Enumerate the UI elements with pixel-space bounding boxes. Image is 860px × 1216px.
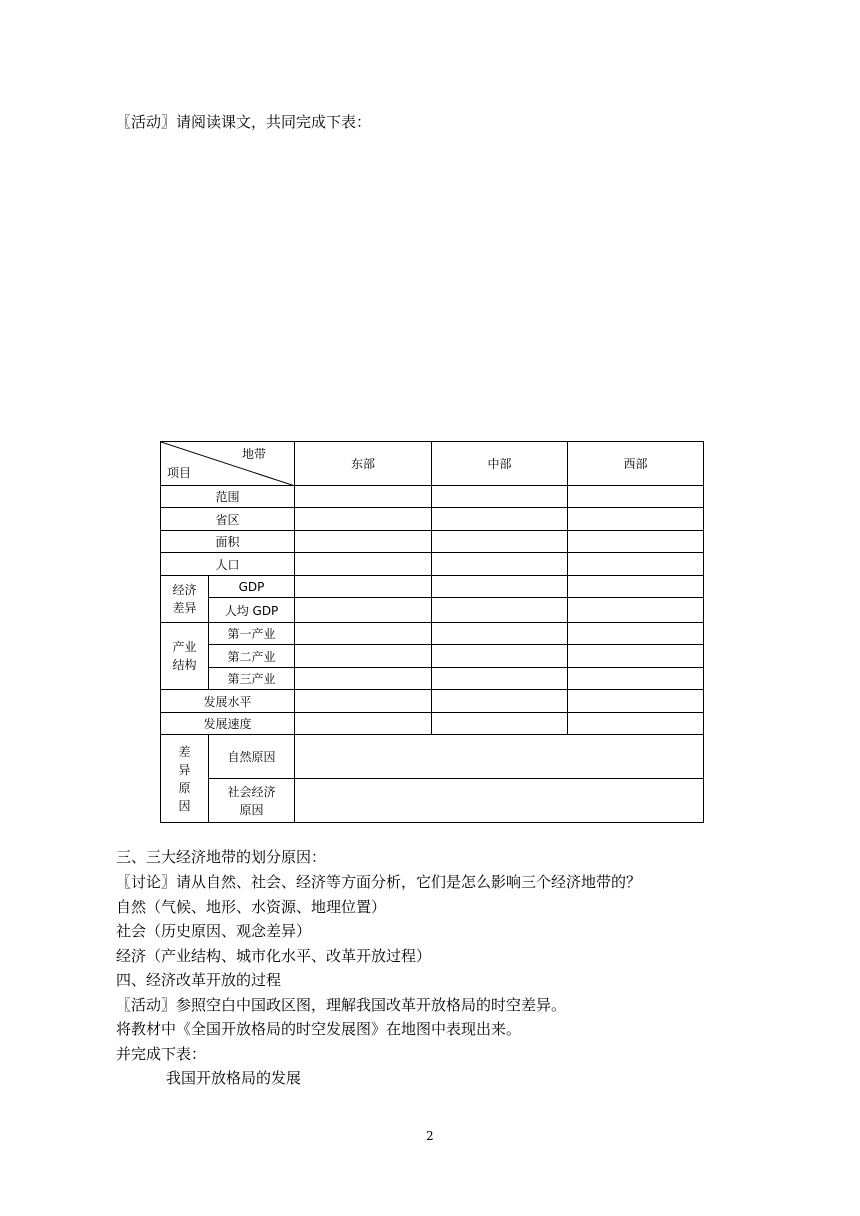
table-cell [568, 690, 704, 713]
table-cell [295, 576, 432, 598]
section-heading: 四、经济改革开放的过程 [116, 971, 282, 989]
table-cell [295, 645, 432, 668]
table-cell [568, 553, 704, 576]
group-label-reasons: 差 异 原 因 [161, 735, 209, 823]
table-cell [295, 531, 432, 553]
table-cell [295, 668, 432, 690]
table-cell [568, 576, 704, 598]
column-header-west: 西部 [568, 442, 704, 486]
merged-answer-cell [295, 735, 704, 779]
table-cell [568, 668, 704, 690]
table-cell [568, 508, 704, 531]
economic-zones-table [160, 441, 704, 823]
table-cell [295, 553, 432, 576]
table-cell [432, 508, 568, 531]
table-cell [432, 668, 568, 690]
row-label: 社会经济 原因 [209, 779, 295, 823]
column-header-central: 中部 [432, 442, 568, 486]
merged-answer-cell [295, 779, 704, 823]
table-cell [295, 713, 432, 735]
section-heading: 三、三大经济地带的划分原因： [116, 848, 327, 866]
row-label: 第二产业 [209, 645, 295, 668]
table-cell [568, 645, 704, 668]
row-label: 第一产业 [209, 623, 295, 645]
group-label-industry: 产业 结构 [161, 623, 209, 690]
row-label: 省区 [161, 508, 295, 531]
row-label: 第三产业 [209, 668, 295, 690]
row-label: 自然原因 [209, 735, 295, 779]
discussion-prompt: 〖讨论〗请从自然、社会、经济等方面分析，它们是怎么影响三个经济地带的？ [116, 873, 642, 891]
table-cell [432, 645, 568, 668]
header-zone-label: 地带 [241, 447, 266, 461]
row-label: 面积 [161, 531, 295, 553]
header-item-label: 项目 [167, 466, 192, 480]
row-label: 发展水平 [161, 690, 295, 713]
page-number: 2 [426, 1129, 434, 1143]
table-cell [432, 623, 568, 645]
table-cell [432, 713, 568, 735]
table-cell [568, 598, 704, 623]
table-cell [432, 690, 568, 713]
table-cell [432, 576, 568, 598]
row-label: 范围 [161, 486, 295, 508]
table-cell [295, 598, 432, 623]
table-cell [568, 713, 704, 735]
activity-instruction: 〖活动〗参照空白中国政区图，理解我国改革开放格局的时空差异。 [116, 996, 567, 1014]
table-corner-cell [161, 442, 295, 486]
row-label: 人口 [161, 553, 295, 576]
group-label-economic: 经济 差异 [161, 576, 209, 623]
table-cell [568, 531, 704, 553]
paragraph: 经济（产业结构、城市化水平、改革开放过程） [116, 947, 432, 965]
row-label: 人均 GDP [209, 598, 295, 623]
table-cell [432, 486, 568, 508]
table-cell [432, 553, 568, 576]
table-cell [432, 598, 568, 623]
table-cell [295, 486, 432, 508]
table-cell [432, 531, 568, 553]
column-header-east: 东部 [295, 442, 432, 486]
paragraph: 社会（历史原因、观念差异） [116, 922, 312, 940]
table-title: 我国开放格局的发展 [166, 1069, 302, 1087]
paragraph: 将教材中《全国开放格局的时空发展图》在地图中表现出来。 [116, 1020, 522, 1038]
table-cell [568, 486, 704, 508]
paragraph: 并完成下表： [116, 1045, 207, 1063]
table-cell [295, 690, 432, 713]
table-cell [295, 508, 432, 531]
table-cell [295, 623, 432, 645]
row-label: GDP [209, 576, 295, 598]
table-cell [568, 623, 704, 645]
activity-instruction: 〖活动〗请阅读课文，共同完成下表： [116, 113, 372, 131]
paragraph: 自然（气候、地形、水资源、地理位置） [116, 898, 387, 916]
row-label: 发展速度 [161, 713, 295, 735]
